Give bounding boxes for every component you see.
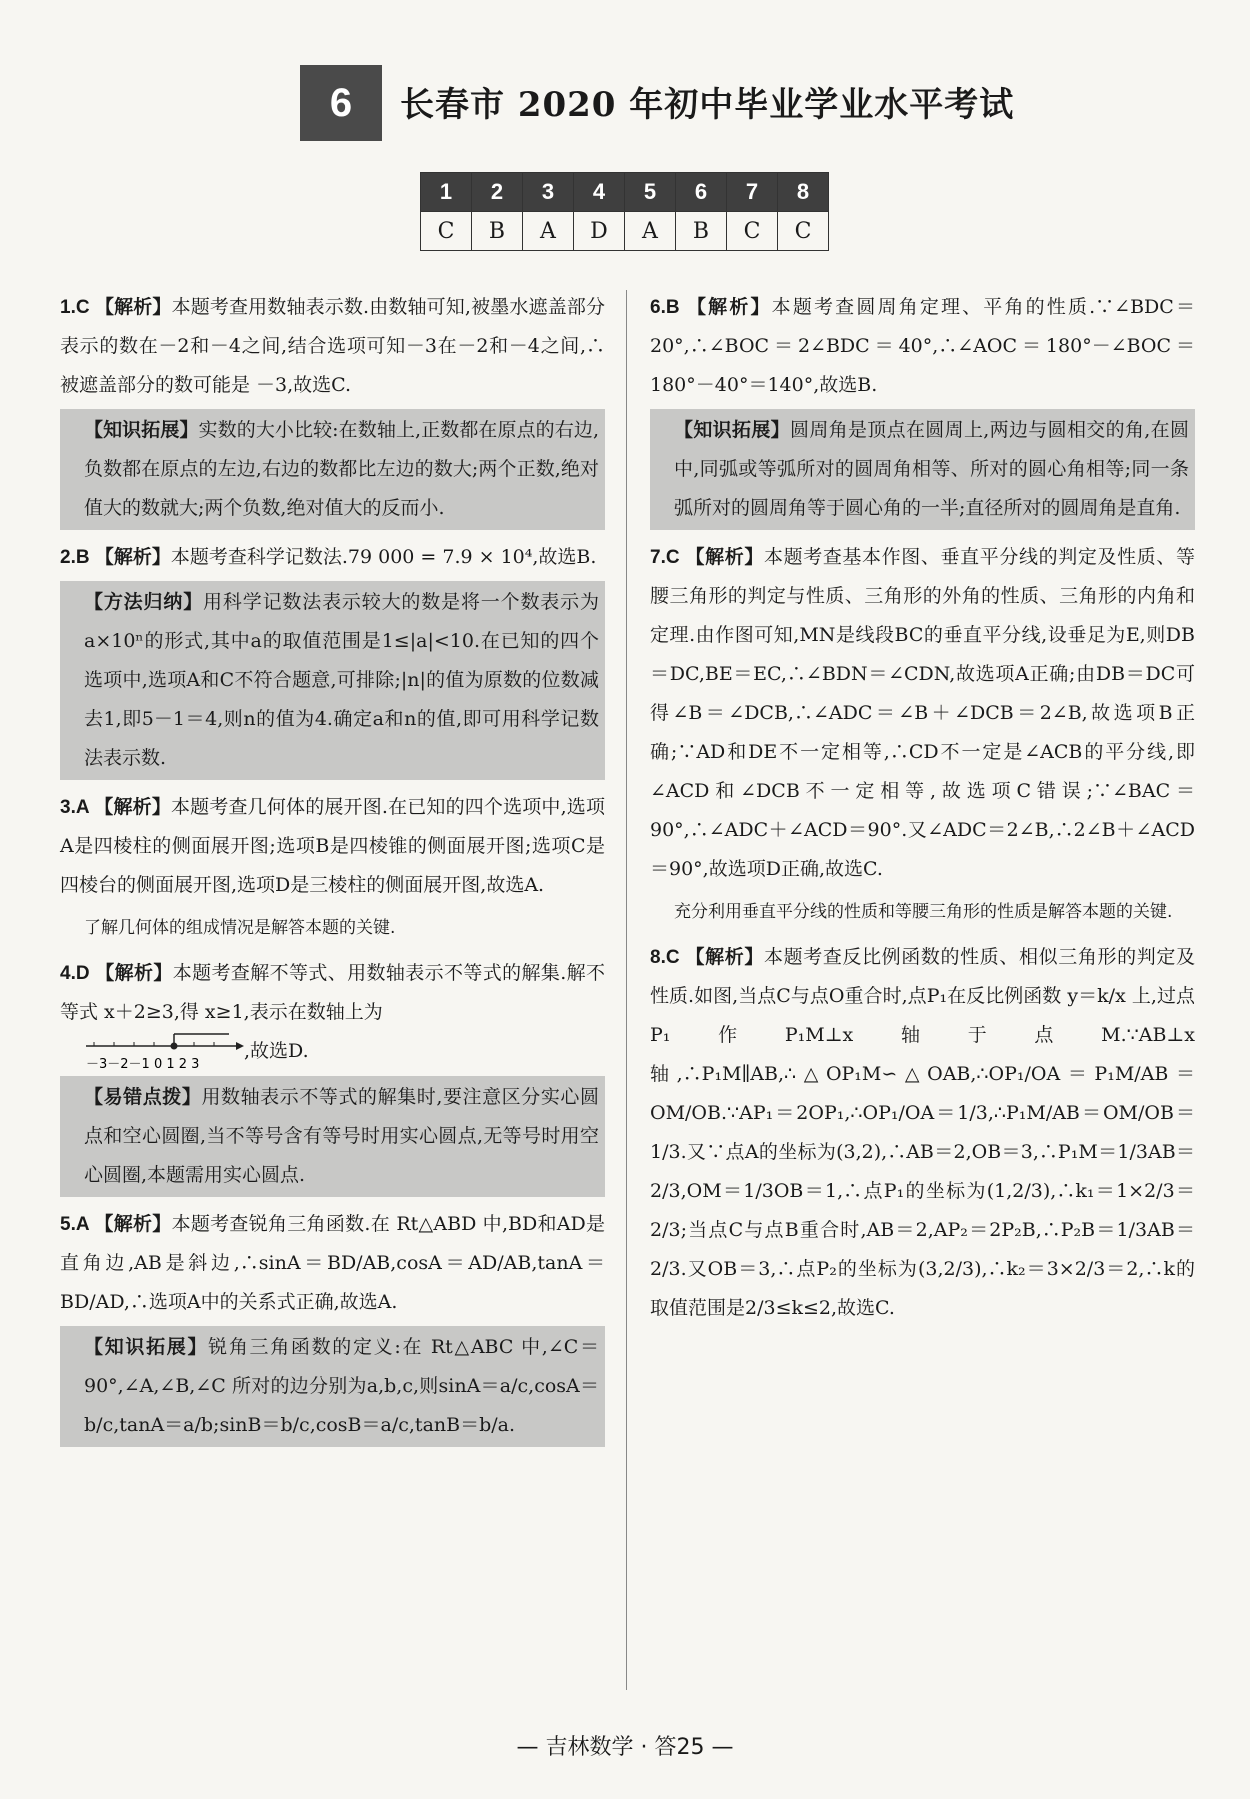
q4-text: 本题考查解不等式、用数轴表示不等式的解集.解不等式 x＋2≥3,得 x≥1,表示在数轴上为 xyxy=(60,962,605,1023)
answer-letter: C xyxy=(421,212,472,251)
q6-lead: 6.B 【解析】 xyxy=(650,297,772,318)
number-line-labels: －3－2－1 0 1 2 3 xyxy=(86,1057,200,1072)
answer-number: 4 xyxy=(574,173,625,212)
answer-letter: A xyxy=(523,212,574,251)
question-8 xyxy=(650,938,1195,1328)
answer-number: 1 xyxy=(421,173,472,212)
q6-knowledge-box xyxy=(650,409,1195,530)
answer-letter: C xyxy=(727,212,778,251)
q8-text: 本题考查反比例函数的性质、相似三角形的判定及性质.如图,当点C与点O重合时,点P₁在反比例函数 y＝k/x 上,过点P₁作P₁M⊥x轴于点M.∵AB⊥x轴,∴P₁M∥AB,∴△OP₁M∽△OAB,∴OP₁/OA＝P₁M/AB＝OM/OB.∵AP₁＝2OP₁,∴OP₁/OA＝1/3,∴P₁M/AB＝OM/OB＝1/3.又∵点A的坐标为(3,2),∴AB＝2,OB＝3,∴P₁M＝1/3AB＝2/3,OM＝1/3OB＝1,∴点P₁的坐标为(1,2/3),∴k₁＝1×2/3＝2/3;当点C与点B重合时,AB＝2,AP₂＝2P₂B,∴P₂B＝1/3AB＝2/3.又OB＝3,∴点P₂的坐标为(3,2/3),∴k₂＝3×2/3＝2,∴k的取值范围是2/3≤k≤2,故选C. xyxy=(650,946,1195,1319)
answer-number: 5 xyxy=(625,173,676,212)
q3-note: 了解几何体的组成情况是解答本题的关键. xyxy=(84,918,396,938)
answer-letter: A xyxy=(625,212,676,251)
right-column xyxy=(650,288,1195,1332)
answer-number: 8 xyxy=(778,173,829,212)
q6-box-tag: 【知识拓展】 xyxy=(674,420,790,441)
answer-number: 2 xyxy=(472,173,523,212)
q8-lead: 8.C 【解析】 xyxy=(650,947,764,968)
q7-text: 本题考查基本作图、垂直平分线的判定及性质、等腰三角形的判定与性质、三角形的外角的性质、三角形的内角和定理.由作图可知,MN是线段BC的垂直平分线,设垂足为E,则DB＝DC,BE＝EC,∴∠BDN＝∠CDN,故选项A正确;由DB＝DC可得∠B＝∠DCB,∴∠ADC＝∠B＋∠DCB＝2∠B,故选项B正确;∵AD和DE不一定相等,∴CD不一定是∠ACB的平分线,即∠ACD和∠DCB不一定相等,故选项C错误;∵∠BAC＝90°,∴∠ADC＋∠ACD＝90°.又∠ADC＝2∠B,∴2∠B＋∠ACD＝90°,故选项D正确,故选C. xyxy=(650,546,1195,880)
question-7 xyxy=(650,538,1195,889)
question-3 xyxy=(60,788,605,905)
q4-lead: 4.D 【解析】 xyxy=(60,963,173,984)
page-footer: — 吉林数学 · 答25 — xyxy=(516,1735,734,1760)
q5-knowledge-box xyxy=(60,1326,605,1447)
q3-lead: 3.A 【解析】 xyxy=(60,797,171,818)
q5-box-tag: 【知识拓展】 xyxy=(84,1337,209,1358)
answer-letter: B xyxy=(472,212,523,251)
q5-lead: 5.A 【解析】 xyxy=(60,1214,172,1235)
answer-letter: D xyxy=(574,212,625,251)
question-2 xyxy=(60,538,605,577)
section-number: 6 xyxy=(300,65,382,141)
q1-knowledge-box xyxy=(60,409,605,530)
answer-numbers-row xyxy=(421,173,829,212)
question-5 xyxy=(60,1205,605,1322)
q2-lead: 2.B 【解析】 xyxy=(60,547,171,568)
q4-text2: ,故选D. xyxy=(244,1040,309,1062)
answer-letter: B xyxy=(676,212,727,251)
answer-table xyxy=(420,172,829,251)
column-divider xyxy=(626,290,627,1690)
q4-numline-row xyxy=(60,1032,605,1072)
question-6 xyxy=(650,288,1195,405)
q4-error-box xyxy=(60,1076,605,1197)
q7-lead: 7.C 【解析】 xyxy=(650,547,764,568)
question-1 xyxy=(60,288,605,405)
answer-number: 7 xyxy=(727,173,778,212)
q1-box-tag: 【知识拓展】 xyxy=(84,420,199,441)
q2-box-tag: 【方法归纳】 xyxy=(84,592,204,613)
q1-lead: 1.C 【解析】 xyxy=(60,297,172,318)
left-column xyxy=(60,288,605,1455)
answer-number: 6 xyxy=(676,173,727,212)
page-header xyxy=(300,65,1015,141)
q4-box-tag: 【易错点拨】 xyxy=(84,1087,202,1108)
answer-letter: C xyxy=(778,212,829,251)
q5-box-text: 锐角三角函数的定义:在 Rt△ABC 中,∠C＝90°,∠A,∠B,∠C 所对的边分别为a,b,c,则sinA＝a/c,cosA＝b/c,tanA＝a/b;sinB＝b/c,cosB＝a/c,tanB＝b/a. xyxy=(84,1336,599,1436)
q5-text: 本题考查锐角三角函数.在 Rt△ABD 中,BD和AD是直角边,AB是斜边,∴sinA＝BD/AB,cosA＝AD/AB,tanA＝BD/AD,∴选项A中的关系式正确,故选A. xyxy=(60,1213,605,1313)
q2-text: 本题考查科学记数法.79 000 = 7.9 × 10⁴,故选B. xyxy=(170,546,597,568)
answer-letters-row xyxy=(421,212,829,251)
q7-note: 充分利用垂直平分线的性质和等腰三角形的性质是解答本题的关键. xyxy=(674,902,1173,922)
number-line-diagram xyxy=(84,1032,244,1072)
q1-text: 本题考查用数轴表示数.由数轴可知,被墨水遮盖部分表示的数在－2和－4之间,结合选项可知－3在－2和－4之间,∴被遮盖部分的数可能是 －3,故选C. xyxy=(60,296,605,396)
q6-box-text: 圆周角是顶点在圆周上,两边与圆相交的角,在圆中,同弧或等弧所对的圆周角相等、所对的圆心角相等;同一条弧所对的圆周角等于圆心角的一半;直径所对的圆周角是直角. xyxy=(674,419,1189,519)
q4-box-text: 用数轴表示不等式的解集时,要注意区分实心圆点和空心圆圈,当不等号含有等号时用实心圆点,无等号时用空心圆圈,本题需用实心圆点. xyxy=(84,1086,599,1186)
answer-number: 3 xyxy=(523,173,574,212)
q2-method-box xyxy=(60,581,605,780)
page-title: 长春市 2020 年初中毕业学业水平考试 xyxy=(400,85,1015,125)
q2-box-text: 用科学记数法表示较大的数是将一个数表示为a×10ⁿ的形式,其中a的取值范围是1≤|a|<10.在已知的四个选项中,选项A和C不符合题意,可排除;|n|的值为原数的位数减去1,即5－1＝4,则n的值为4.确定a和n的值,即可用科学记数法表示数. xyxy=(84,591,599,769)
q6-text: 本题考查圆周角定理、平角的性质.∵∠BDC＝20°,∴∠BOC＝2∠BDC＝40°,∴∠AOC＝180°－∠BOC＝180°－40°＝140°,故选B. xyxy=(650,296,1195,396)
q1-box-text: 实数的大小比较:在数轴上,正数都在原点的右边,负数都在原点的左边,右边的数都比左边的数大;两个正数,绝对值大的数就大;两个负数,绝对值大的反而小. xyxy=(84,419,599,519)
question-4 xyxy=(60,954,605,1072)
q3-text: 本题考查几何体的展开图.在已知的四个选项中,选项A是四棱柱的侧面展开图;选项B是四棱锥的侧面展开图;选项C是四棱台的侧面展开图,选项D是三棱柱的侧面展开图,故选A. xyxy=(60,796,605,896)
